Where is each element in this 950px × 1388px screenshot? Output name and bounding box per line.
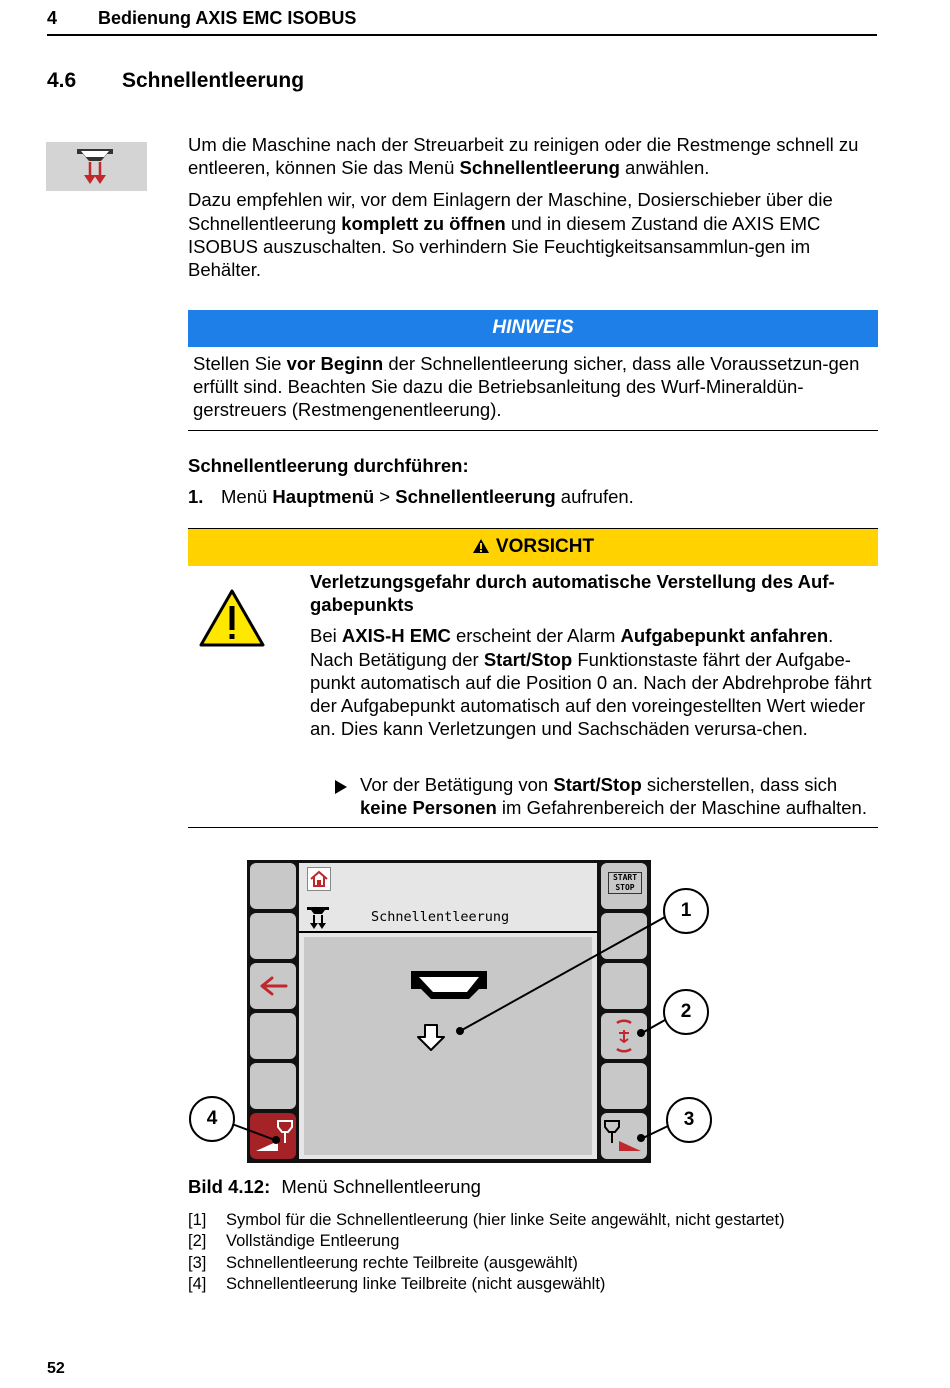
callout-1: 1 [663,888,709,934]
step-separator: > [374,486,396,507]
callout-4: 4 [189,1096,235,1142]
instr-b2: Start/Stop [553,774,642,795]
intro-p1-bold: Schnellentleerung [459,157,620,179]
instr-b5: im Gefahrenbereich der Maschine aufhalten. [496,797,867,819]
instr-b1: Vor der Betätigung von [360,774,554,795]
vorsicht-t2: AXIS-H EMC [341,625,451,647]
hinweis-text-c: der Schnellentleerung sicher, dass alle Voraussetzun-gen erfüllt sind. Beachten Sie dazu die Betriebsanleitung des Wurf-Mineraldün-gerstreuers (Restmengenentleerung). [193,353,860,421]
legend-text: Schnellentleerung rechte Teilbreite (ausgewählt) [226,1253,578,1272]
hinweis-text-bold: vor Beginn [286,353,384,374]
callout-2: 2 [663,989,709,1035]
section-title: Schnellentleerung [122,69,305,92]
vorsicht-heading: Verletzungsgefahr durch automatische Verstellung des Auf-gabepunkts [310,571,835,616]
hinweis-text-a: Stellen Sie [193,353,287,374]
chapter-title: Bedienung AXIS EMC ISOBUS [98,8,357,28]
vorsicht-t7: Funktionstaste fährt der Aufgabe-punkt automatisch auf die Position 0 an. Nach der Abdrehprobe fährt der Aufgabepunkt automatisch auf den voreingestellten Wert wieder an. Dies kann Verletzungen und Sachschäden verursa-chen. [310,648,872,740]
start-label: START [612,873,638,882]
caption-text: Menü Schnellentleerung [281,1176,481,1197]
figure-caption [188,1176,481,1198]
legend-text: Symbol für die Schnellentleerung (hier linke Seite angewählt, nicht gestartet) [226,1211,785,1229]
legend-text: Schnellentleerung linke Teilbreite (nicht ausgewählt) [226,1274,606,1293]
step-text-e: aufrufen. [555,486,634,507]
stop-label: STOP [615,883,635,892]
instr-b4: keine Personen [360,797,497,819]
legend-key: [1] [188,1211,207,1229]
hinweis-banner: HINWEIS [188,310,878,347]
callout-3: 3 [666,1097,712,1143]
chapter-number: 4 [47,8,58,28]
intro-p2-bold: komplett zu öffnen [341,212,506,234]
step-menu-quick: Schnellentleerung [395,486,556,507]
vorsicht-label: VORSICHT [495,536,595,557]
step-menu-main: Hauptmenü [272,486,375,507]
vorsicht-t5: . Nach Betätigung der [310,625,834,670]
procedure-heading: Schnellentleerung durchführen: [188,455,469,476]
legend-key: [4] [188,1274,207,1293]
step-number: 1. [188,486,204,507]
page-number: 52 [47,1360,65,1377]
screen-title: Schnellentleerung [371,909,510,925]
legend-key: [3] [188,1253,207,1272]
step-text-a: Menü [221,486,273,507]
caption-label: Bild 4.12: [188,1176,271,1197]
vorsicht-t4: Aufgabepunkt anfahren [620,625,829,647]
vorsicht-t3: erscheint der Alarm [450,625,621,647]
intro-p2-text: Dazu empfehlen wir, vor dem Einlagern der Maschine, Dosierschieber über die Schnellentleerung [188,189,833,234]
vorsicht-t6: Start/Stop [483,648,573,670]
instr-b3: sicherstellen, dass sich [641,774,838,795]
legend-text: Vollständige Entleerung [226,1232,400,1251]
intro-p2-end: und in diesem Zustand die AXIS EMC ISOBUS auszuschalten. So verhindern Sie Feuchtigkeitsansammlun-gen im Behälter. [188,212,821,281]
intro-p1-end: anwählen. [619,157,710,179]
section-number: 4.6 [47,69,77,92]
legend-key: [2] [188,1232,207,1251]
vorsicht-t1: Bei [310,625,342,647]
intro-p1-text: Um die Maschine nach der Streuarbeit zu reinigen oder die Restmenge schnell zu entleeren, können Sie das Menü [188,134,859,179]
